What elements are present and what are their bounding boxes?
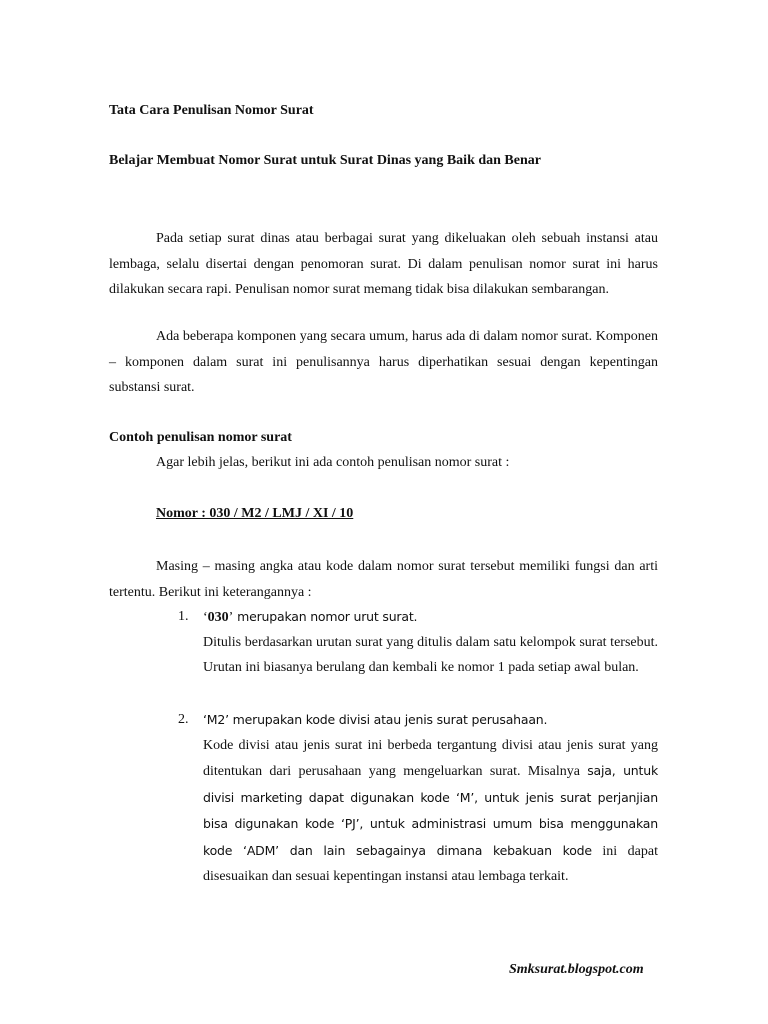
list-item-body: Ditulis berdasarkan urutan surat yang ditulis dalam satu kelompok surat tersebut. Urutan ini biasanya berulang dan kembali ke nomor 1 pada setiap awal bulan.: [203, 634, 658, 675]
code-value: 030: [207, 610, 229, 625]
list-number: 1.: [178, 609, 189, 624]
list-item-body-part: Kode divisi atau jenis surat ini berbeda tergantung divisi atau jenis surat yang ditentukan dari perusahaan yang mengeluarkan surat. Misalnya: [203, 737, 658, 779]
section-intro: Agar lebih jelas, berikut ini ada contoh penulisan nomor surat :: [156, 455, 510, 470]
paragraph-components: Ada beberapa komponen yang secara umum, harus ada di dalam nomor surat. Komponen – komponen dalam surat ini penulisannya harus diperhatikan sesuai dengan kepentingan substansi surat.: [109, 329, 658, 395]
nomor-example: Nomor : 030 / M2 / LMJ / XI / 10: [156, 506, 354, 521]
list-item-body-part: ini dapat disesuaikan dan sesuai kepentingan instansi atau lembaga terkait.: [203, 843, 658, 884]
list-item-heading: [203, 604, 417, 631]
document-subtitle: Belajar Membuat Nomor Surat untuk Surat Dinas yang Baik dan Benar: [109, 153, 541, 168]
list-item-heading-rest: merupakan nomor urut surat.: [233, 609, 418, 624]
list-item-heading: ‘M2’ merupakan kode divisi atau jenis surat perusahaan.: [203, 712, 548, 727]
list-item-body: [203, 733, 658, 890]
paragraph-intro: Pada setiap surat dinas atau berbagai surat yang dikeluakan oleh sebuah instansi atau lembaga, selalu disertai dengan penomoran surat. Di dalam penulisan nomor surat ini harus dilakukan secara rapi. Penulisan nomor surat memang tidak bisa dilakukan sembarangan.: [109, 231, 658, 297]
paragraph-explanation: Masing – masing angka atau kode dalam nomor surat tersebut memiliki fungsi dan arti tertentu. Berikut ini keterangannya :: [109, 559, 658, 600]
section-heading: Contoh penulisan nomor surat: [109, 430, 292, 445]
list-number: 2.: [178, 712, 189, 727]
footer-source: Smksurat.blogspot.com: [509, 962, 644, 977]
list-item-body-part: saja, untuk divisi marketing dapat digunakan kode ‘M’, untuk jenis surat perjanjian bisa digunakan kode ‘PJ’, untuk administrasi umum bisa menggunakan kode ‘ADM’ dan lain sebagainya dimana kebakuan kode: [203, 763, 658, 858]
quote-open: ‘: [203, 610, 208, 625]
quote-close: ’: [228, 610, 234, 625]
document-title: Tata Cara Penulisan Nomor Surat: [109, 103, 314, 118]
